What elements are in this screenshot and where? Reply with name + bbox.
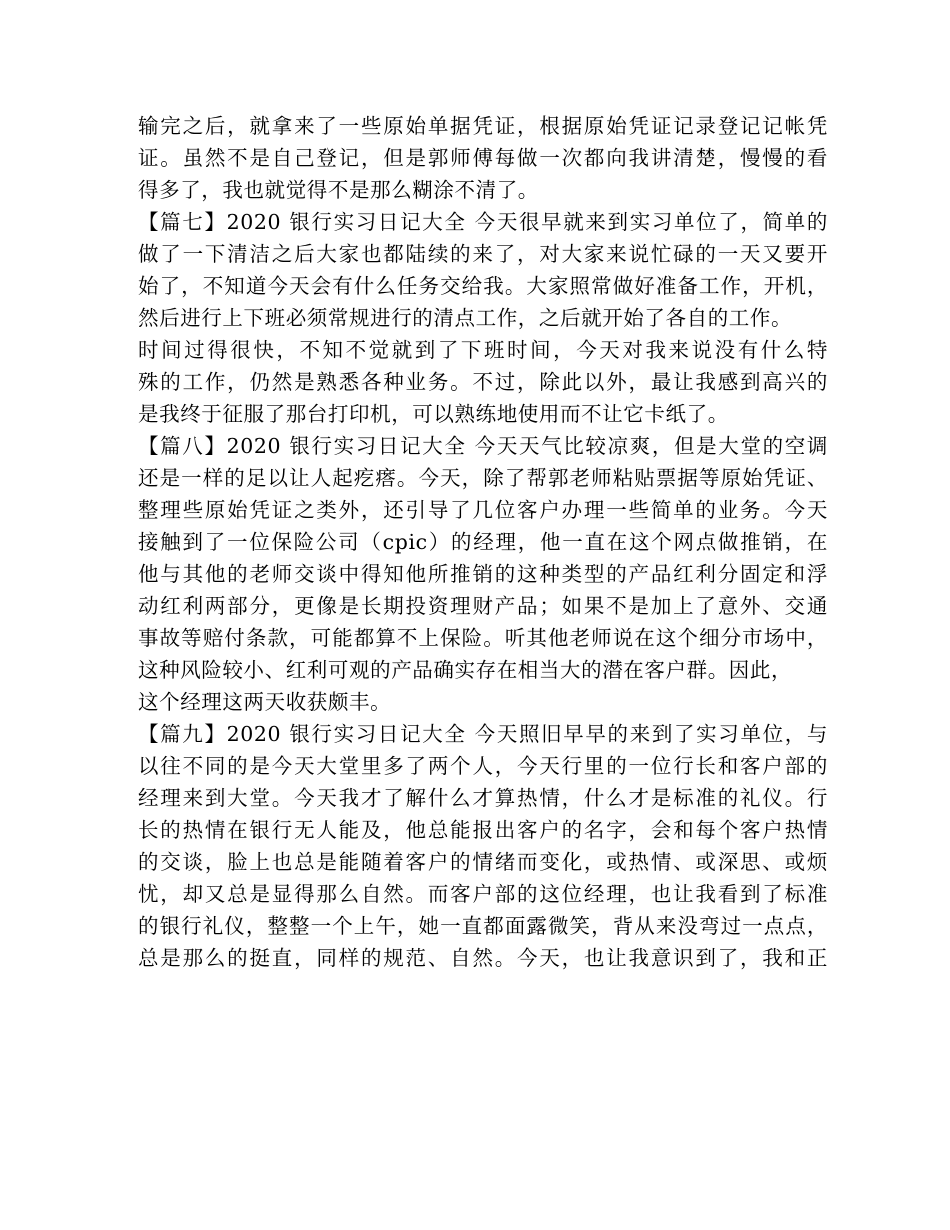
text-line: 做了一下清洁之后大家也都陆续的来了，对大家来说忙碌的一天又要开 [138, 242, 828, 266]
text-line: 这个经理这两天收获颇丰。 [138, 690, 392, 714]
text-line: 然后进行上下班必须常规进行的清点工作，之后就开始了各自的工作。 [138, 306, 793, 330]
text-line: 的交谈，脸上也总是能随着客户的情绪而变化，或热情、或深思、或烦 [138, 850, 828, 874]
text-line: 还是一样的足以让人起疙瘩。今天，除了帮郭老师粘贴票据等原始凭证、 [138, 466, 828, 490]
text-line: 【篇七】2020 银行实习日记大全 今天很早就来到实习单位了，简单的 [138, 210, 828, 234]
text-line: 始了，不知道今天会有什么任务交给我。大家照常做好准备工作，开机， [138, 274, 828, 298]
text-line: 忧，却又总是显得那么自然。而客户部的这位经理，也让我看到了标准 [138, 882, 828, 906]
text-line: 动红利两部分，更像是长期投资理财产品；如果不是加上了意外、交通 [138, 594, 828, 618]
text-line: 以往不同的是今天大堂里多了两个人，今天行里的一位行长和客户部的 [138, 754, 828, 778]
text-line: 总是那么的挺直，同样的规范、自然。今天，也让我意识到了，我和正 [138, 946, 828, 970]
text-line: 的银行礼仪，整整一个上午，她一直都面露微笑，背从来没弯过一点点， [138, 914, 828, 938]
text-line: 【篇九】2020 银行实习日记大全 今天照旧早早的来到了实习单位，与 [138, 722, 828, 746]
text-line: 证。虽然不是自己登记，但是郭师傅每做一次都向我讲清楚，慢慢的看 [138, 146, 828, 170]
text-line: 经理来到大堂。今天我才了解什么才算热情，什么才是标准的礼仪。行 [138, 786, 828, 810]
text-line: 接触到了一位保险公司（cpic）的经理，他一直在这个网点做推销，在 [138, 530, 828, 554]
text-line: 是我终于征服了那台打印机，可以熟练地使用而不让它卡纸了。 [138, 402, 729, 426]
text-line: 长的热情在银行无人能及，他总能报出客户的名字，会和每个客户热情 [138, 818, 828, 842]
text-line: 这种风险较小、红利可观的产品确实存在相当大的潜在客户群。因此， [138, 658, 793, 682]
text-line: 时间过得很快，不知不觉就到了下班时间，今天对我来说没有什么特 [138, 338, 828, 362]
text-line: 【篇八】2020 银行实习日记大全 今天天气比较凉爽，但是大堂的空调 [138, 434, 828, 458]
text-line: 输完之后，就拿来了一些原始单据凭证，根据原始凭证记录登记记帐凭 [138, 114, 828, 138]
text-line: 得多了，我也就觉得不是那么糊涂不清了。 [138, 178, 539, 202]
text-line: 事故等赔付条款，可能都算不上保险。听其他老师说在这个细分市场中， [138, 626, 828, 650]
document-page [138, 110, 828, 974]
text-line: 殊的工作，仍然是熟悉各种业务。不过，除此以外，最让我感到高兴的 [138, 370, 828, 394]
text-line: 整理些原始凭证之类外，还引导了几位客户办理一些简单的业务。今天 [138, 498, 828, 522]
text-line: 他与其他的老师交谈中得知他所推销的这种类型的产品红利分固定和浮 [138, 562, 828, 586]
